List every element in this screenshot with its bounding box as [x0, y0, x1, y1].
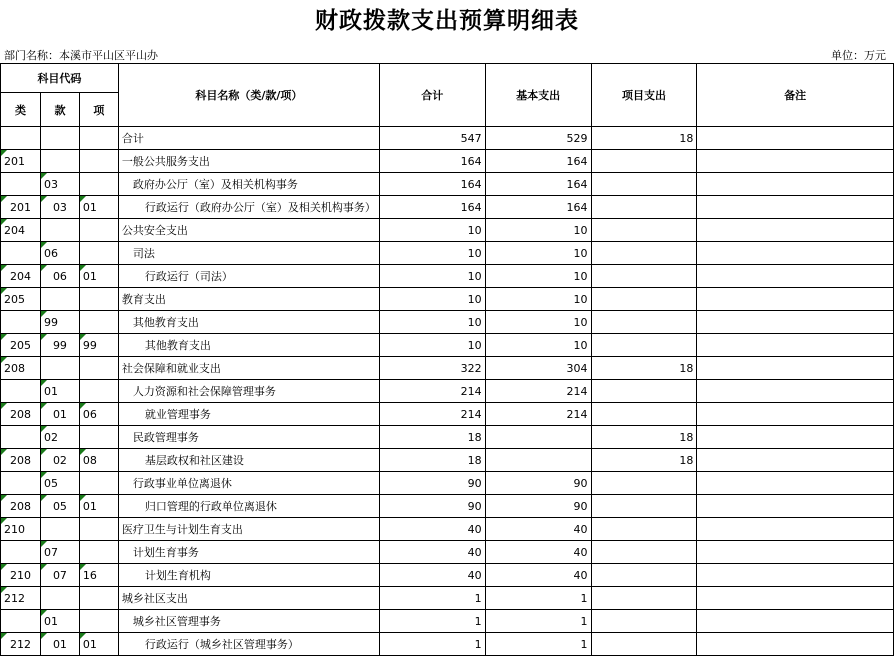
cell-name: 民政管理事务 — [118, 426, 379, 449]
cell-project — [591, 196, 697, 219]
cell-remark — [697, 334, 894, 357]
cell-total: 10 — [379, 311, 485, 334]
cell-basic — [485, 449, 591, 472]
cell-total: 10 — [379, 265, 485, 288]
table-row — [1, 311, 894, 334]
cell-remark — [697, 265, 894, 288]
cell-basic: 40 — [485, 541, 591, 564]
table-row — [1, 610, 894, 633]
cell-total: 40 — [379, 518, 485, 541]
cell-project — [591, 173, 697, 196]
cell-basic: 1 — [485, 633, 591, 656]
cell-kuan: 99 — [40, 311, 79, 334]
cell-remark — [697, 127, 894, 150]
cell-project — [591, 219, 697, 242]
unit-label: 单位：万元 — [831, 49, 886, 62]
cell-basic: 164 — [485, 173, 591, 196]
cell-name: 司法 — [118, 242, 379, 265]
cell-lei — [1, 610, 41, 633]
cell-basic: 1 — [485, 610, 591, 633]
cell-project — [591, 311, 697, 334]
cell-total: 40 — [379, 564, 485, 587]
cell-lei: 205 — [1, 334, 41, 357]
cell-lei — [1, 311, 41, 334]
table-row — [1, 127, 894, 150]
cell-project — [591, 495, 697, 518]
cell-total: 1 — [379, 610, 485, 633]
cell-remark — [697, 288, 894, 311]
cell-basic: 214 — [485, 403, 591, 426]
table-row — [1, 334, 894, 357]
cell-xiang — [79, 150, 118, 173]
cell-total: 90 — [379, 472, 485, 495]
table-row — [1, 426, 894, 449]
cell-total: 1 — [379, 633, 485, 656]
cell-project: 18 — [591, 357, 697, 380]
table-row — [1, 380, 894, 403]
cell-xiang — [79, 380, 118, 403]
table-row — [1, 472, 894, 495]
cell-kuan: 01 — [40, 610, 79, 633]
cell-basic: 40 — [485, 518, 591, 541]
cell-project — [591, 587, 697, 610]
cell-total: 322 — [379, 357, 485, 380]
cell-remark — [697, 518, 894, 541]
cell-total: 40 — [379, 541, 485, 564]
cell-kuan: 06 — [40, 242, 79, 265]
cell-total: 164 — [379, 150, 485, 173]
cell-name: 行政运行（政府办公厅（室）及相关机构事务） — [118, 196, 379, 219]
cell-project — [591, 518, 697, 541]
table-row — [1, 495, 894, 518]
cell-basic: 1 — [485, 587, 591, 610]
cell-remark — [697, 426, 894, 449]
header-xiang: 项 — [79, 93, 118, 127]
cell-kuan: 03 — [40, 173, 79, 196]
cell-name: 行政运行（城乡社区管理事务） — [118, 633, 379, 656]
cell-project — [591, 265, 697, 288]
cell-project: 18 — [591, 127, 697, 150]
table-row — [1, 357, 894, 380]
cell-name: 教育支出 — [118, 288, 379, 311]
table-row — [1, 449, 894, 472]
table-row — [1, 288, 894, 311]
cell-total: 214 — [379, 380, 485, 403]
cell-remark — [697, 403, 894, 426]
cell-name: 计划生育机构 — [118, 564, 379, 587]
cell-basic: 10 — [485, 242, 591, 265]
cell-xiang — [79, 311, 118, 334]
cell-xiang — [79, 472, 118, 495]
cell-xiang: 16 — [79, 564, 118, 587]
cell-project — [591, 541, 697, 564]
cell-kuan: 07 — [40, 564, 79, 587]
cell-project — [591, 564, 697, 587]
cell-kuan: 07 — [40, 541, 79, 564]
cell-project — [591, 334, 697, 357]
cell-total: 10 — [379, 242, 485, 265]
cell-remark — [697, 564, 894, 587]
cell-xiang — [79, 127, 118, 150]
cell-lei — [1, 173, 41, 196]
cell-remark — [697, 311, 894, 334]
cell-kuan — [40, 518, 79, 541]
cell-project — [591, 288, 697, 311]
cell-basic: 10 — [485, 311, 591, 334]
cell-kuan: 06 — [40, 265, 79, 288]
cell-xiang: 01 — [79, 265, 118, 288]
cell-kuan: 99 — [40, 334, 79, 357]
cell-total: 164 — [379, 196, 485, 219]
table-row — [1, 150, 894, 173]
cell-lei: 208 — [1, 357, 41, 380]
cell-project — [591, 472, 697, 495]
cell-basic — [485, 426, 591, 449]
cell-basic: 90 — [485, 495, 591, 518]
cell-lei — [1, 472, 41, 495]
table-row — [1, 564, 894, 587]
cell-remark — [697, 242, 894, 265]
cell-project — [591, 610, 697, 633]
cell-basic: 10 — [485, 265, 591, 288]
cell-name: 行政事业单位离退休 — [118, 472, 379, 495]
cell-remark — [697, 633, 894, 656]
cell-name: 政府办公厅（室）及相关机构事务 — [118, 173, 379, 196]
cell-name: 其他教育支出 — [118, 311, 379, 334]
cell-project: 18 — [591, 449, 697, 472]
cell-kuan — [40, 288, 79, 311]
cell-remark — [697, 173, 894, 196]
cell-xiang — [79, 173, 118, 196]
cell-xiang: 06 — [79, 403, 118, 426]
cell-kuan: 02 — [40, 426, 79, 449]
cell-lei: 208 — [1, 403, 41, 426]
cell-kuan: 02 — [40, 449, 79, 472]
cell-name: 其他教育支出 — [118, 334, 379, 357]
cell-xiang — [79, 242, 118, 265]
cell-remark — [697, 587, 894, 610]
cell-remark — [697, 449, 894, 472]
cell-basic: 304 — [485, 357, 591, 380]
cell-kuan — [40, 357, 79, 380]
table-row — [1, 196, 894, 219]
table-row — [1, 403, 894, 426]
cell-total: 90 — [379, 495, 485, 518]
page-title: 财政拨款支出预算明细表 — [315, 7, 579, 34]
cell-kuan: 01 — [40, 633, 79, 656]
table-row — [1, 518, 894, 541]
cell-xiang — [79, 610, 118, 633]
cell-kuan: 05 — [40, 495, 79, 518]
cell-remark — [697, 219, 894, 242]
cell-remark — [697, 610, 894, 633]
cell-xiang — [79, 518, 118, 541]
cell-xiang — [79, 288, 118, 311]
header-kuan: 款 — [40, 93, 79, 127]
header-lei: 类 — [1, 93, 41, 127]
cell-lei: 208 — [1, 449, 41, 472]
cell-lei: 212 — [1, 633, 41, 656]
cell-kuan — [40, 150, 79, 173]
table-body — [1, 127, 894, 656]
cell-project — [591, 150, 697, 173]
cell-kuan: 05 — [40, 472, 79, 495]
table-row — [1, 265, 894, 288]
cell-xiang — [79, 426, 118, 449]
cell-basic: 529 — [485, 127, 591, 150]
cell-project — [591, 633, 697, 656]
cell-lei — [1, 380, 41, 403]
cell-project: 18 — [591, 426, 697, 449]
cell-lei: 201 — [1, 150, 41, 173]
cell-remark — [697, 472, 894, 495]
table-row — [1, 242, 894, 265]
table-row — [1, 219, 894, 242]
cell-total: 164 — [379, 173, 485, 196]
cell-total: 1 — [379, 587, 485, 610]
cell-kuan — [40, 127, 79, 150]
cell-name: 计划生育事务 — [118, 541, 379, 564]
cell-name: 社会保障和就业支出 — [118, 357, 379, 380]
cell-total: 547 — [379, 127, 485, 150]
cell-name: 城乡社区支出 — [118, 587, 379, 610]
cell-kuan: 01 — [40, 403, 79, 426]
cell-lei — [1, 426, 41, 449]
cell-basic: 10 — [485, 288, 591, 311]
cell-remark — [697, 380, 894, 403]
cell-kuan: 03 — [40, 196, 79, 219]
cell-lei: 201 — [1, 196, 41, 219]
cell-remark — [697, 150, 894, 173]
header-code-group: 科目代码 — [1, 64, 119, 93]
cell-name: 医疗卫生与计划生育支出 — [118, 518, 379, 541]
cell-name: 公共安全支出 — [118, 219, 379, 242]
cell-lei — [1, 242, 41, 265]
budget-table — [0, 63, 894, 656]
header-row-1 — [1, 64, 894, 93]
cell-remark — [697, 495, 894, 518]
department-label: 部门名称：本溪市平山区平山办 — [4, 49, 158, 62]
cell-total: 10 — [379, 288, 485, 311]
cell-xiang: 99 — [79, 334, 118, 357]
table-row — [1, 633, 894, 656]
cell-remark — [697, 357, 894, 380]
cell-kuan — [40, 219, 79, 242]
cell-name: 行政运行（司法） — [118, 265, 379, 288]
cell-name: 就业管理事务 — [118, 403, 379, 426]
cell-project — [591, 242, 697, 265]
cell-lei: 204 — [1, 219, 41, 242]
table-row — [1, 173, 894, 196]
cell-name: 归口管理的行政单位离退休 — [118, 495, 379, 518]
cell-lei: 208 — [1, 495, 41, 518]
cell-remark — [697, 196, 894, 219]
cell-lei: 210 — [1, 564, 41, 587]
cell-lei — [1, 127, 41, 150]
cell-basic: 214 — [485, 380, 591, 403]
cell-basic: 90 — [485, 472, 591, 495]
cell-xiang — [79, 541, 118, 564]
cell-lei: 204 — [1, 265, 41, 288]
cell-basic: 164 — [485, 196, 591, 219]
cell-basic: 164 — [485, 150, 591, 173]
header-remark: 备注 — [697, 64, 894, 127]
cell-basic: 40 — [485, 564, 591, 587]
cell-project — [591, 380, 697, 403]
cell-total: 214 — [379, 403, 485, 426]
cell-xiang: 01 — [79, 196, 118, 219]
cell-basic: 10 — [485, 219, 591, 242]
cell-xiang: 01 — [79, 633, 118, 656]
cell-name: 城乡社区管理事务 — [118, 610, 379, 633]
cell-total: 18 — [379, 449, 485, 472]
header-total: 合计 — [379, 64, 485, 127]
cell-name: 一般公共服务支出 — [118, 150, 379, 173]
cell-kuan — [40, 587, 79, 610]
cell-lei: 205 — [1, 288, 41, 311]
cell-total: 10 — [379, 219, 485, 242]
cell-xiang — [79, 357, 118, 380]
cell-xiang — [79, 587, 118, 610]
header-name: 科目名称（类/款/项） — [118, 64, 379, 127]
table-row — [1, 587, 894, 610]
cell-xiang: 08 — [79, 449, 118, 472]
table-row — [1, 541, 894, 564]
cell-total: 10 — [379, 334, 485, 357]
cell-remark — [697, 541, 894, 564]
cell-lei — [1, 541, 41, 564]
header-project: 项目支出 — [591, 64, 697, 127]
cell-project — [591, 403, 697, 426]
cell-name: 基层政权和社区建设 — [118, 449, 379, 472]
cell-basic: 10 — [485, 334, 591, 357]
cell-kuan: 01 — [40, 380, 79, 403]
cell-xiang: 01 — [79, 495, 118, 518]
cell-total: 18 — [379, 426, 485, 449]
cell-name: 合计 — [118, 127, 379, 150]
cell-xiang — [79, 219, 118, 242]
cell-lei: 212 — [1, 587, 41, 610]
cell-name: 人力资源和社会保障管理事务 — [118, 380, 379, 403]
header-basic: 基本支出 — [485, 64, 591, 127]
cell-lei: 210 — [1, 518, 41, 541]
